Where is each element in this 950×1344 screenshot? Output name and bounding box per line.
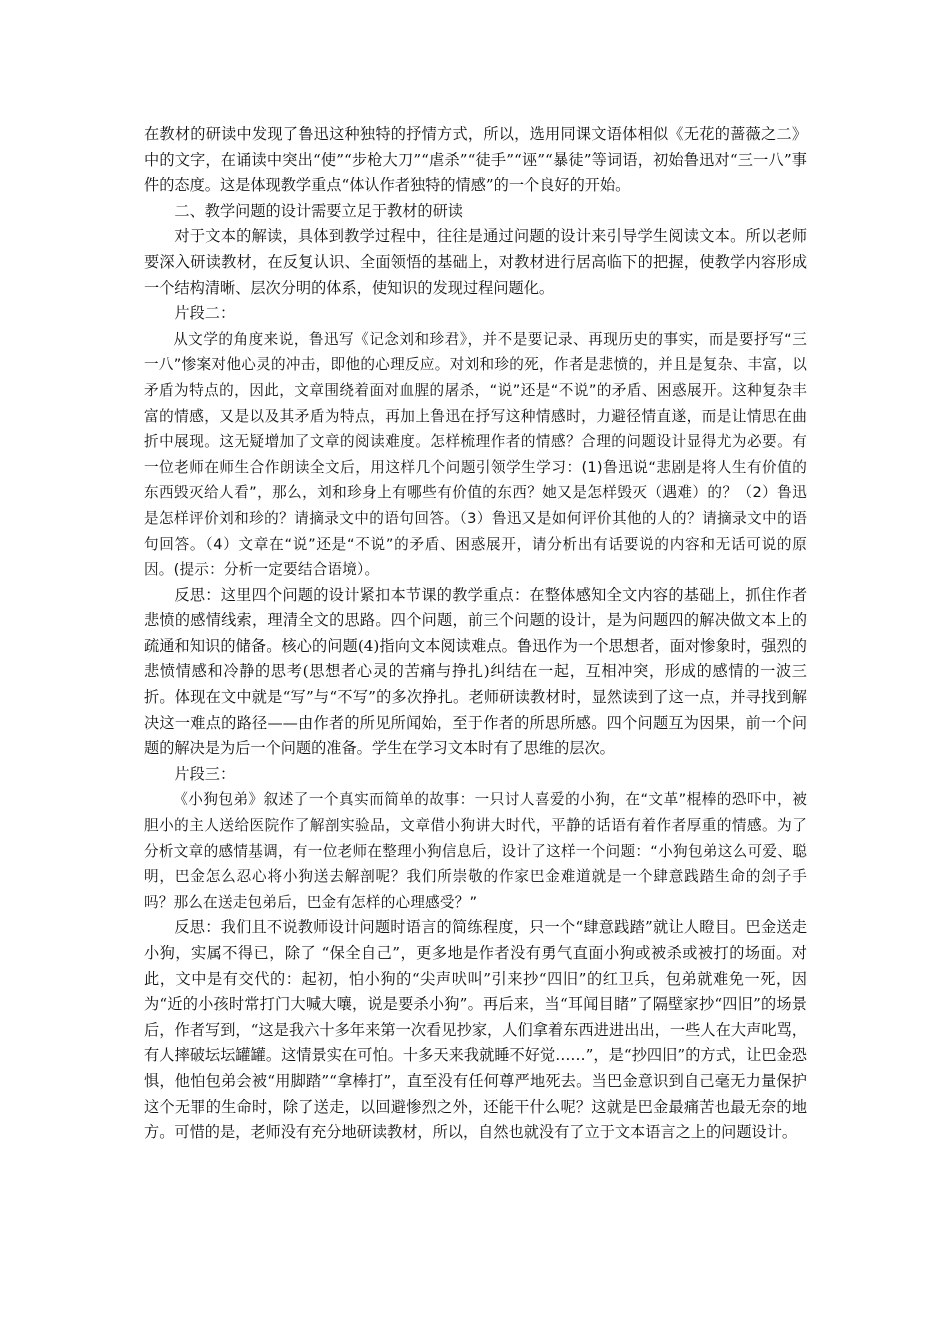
paragraph-intro: 在教材的研读中发现了鲁迅这种独特的抒情方式，所以，选用同课文语体相似《无花的蔷薇之二》中的文字，在诵读中突出“使”“步枪大刀”“虐杀”“徒手”“诬”“暴徒”等词语，初始鲁迅对“三一八”事件的态度。这是体现教学重点“体认作者独特的情感”的一个良好的开始。	[144, 125, 807, 195]
document-body	[144, 122, 807, 1146]
section-heading: 二、教学问题的设计需要立足于教材的研读	[174, 201, 463, 220]
excerpt-label-two: 片段二：	[174, 304, 236, 323]
reflection-two: 反思：这里四个问题的设计紧扣本节课的教学重点：在整体感知全文内容的基础上，抓住作者悲愤的感情线索，理清全文的思路。四个问题，前三个问题的设计，是为问题四的解决做文本上的疏通和知识的储备。核心的问题(4)指向文本阅读难点。鲁迅作为一个思想者，面对惨象时，强烈的悲愤情感和冷静的思考(思想者心灵的苦痛与挣扎)纠结在一起，互相冲突，形成的感情的一波三折。体现在文中就是“写”与“不写”的多次挣扎。老师研读教材时，显然读到了这一点，并寻找到解决这一难点的路径——由作者的所见所闻始，至于作者的所思所感。四个问题互为因果，前一个问题的解决是为后一个问题的准备。学生在学习文本时有了思维的层次。	[144, 585, 807, 758]
excerpt-three-text: 《小狗包弟》叙述了一个真实而简单的故事：一只讨人喜爱的小狗，在“文革”棍棒的恐吓中，被胆小的主人送给医院作了解剖实验品，文章借小狗讲大时代，平静的话语有着作者厚重的情感。为了分析文章的感情基调，有一位老师在整理小狗信息后，设计了这样一个问题：“小狗包弟这么可爱、聪明，巴金怎么忍心将小狗送去解剖呢？我们所崇敬的作家巴金难道就是一个肆意践踏生命的刽子手吗？那么在送走包弟后，巴金有怎样的心理感受？”	[144, 791, 807, 911]
excerpt-two-text: 从文学的角度来说，鲁迅写《记念刘和珍君》，并不是要记录、再现历史的事实，而是要抒写“三一八”惨案对他心灵的冲击，即他的心理反应。对刘和珍的死，作者是悲愤的，并且是复杂、丰富，以矛盾为特点的，因此，文章围绕着面对血腥的屠杀，“说”还是“不说”的矛盾、困惑展开。这种复杂丰富的情感，又是以及其矛盾为特点，再加上鲁迅在抒写这种情感时，力避径情直遂，而是让情思在曲折中展现。这无疑增加了文章的阅读难度。怎样梳理作者的情感？合理的问题设计显得尤为必要。有一位老师在师生合作朗读全文后，用这样几个问题引领学生学习：(1)鲁迅说“悲剧是将人生有价值的东西毁灭给人看”，那么，刘和珍身上有哪些有价值的东西？她又是怎样毁灭（遇难）的？（2）鲁迅是怎样评价刘和珍的？请摘录文中的语句回答。（3）鲁迅又是如何评价其他的人的？请摘录文中的语句回答。（4）文章在“说”还是“不说”的矛盾、困惑展开，请分析出有话要说的内容和无话可说的原因。(提示：分析一定要结合语境）。	[144, 330, 807, 579]
reflection-three: 反思：我们且不说教师设计问题时语言的简练程度，只一个“肆意践踏”就让人瞪目。巴金送走小狗，实属不得已，除了 “保全自己”，更多地是作者没有勇气直面小狗或被杀或被打的场面。对此，文中是有交代的：起初，怕小狗的“尖声吠叫”引来抄“四旧”的红卫兵，包弟就难免一死，因为“近的小孩时常打门大喊大嚷，说是要杀小狗”。再后来，当“耳闻目睹”了隔壁家抄“四旧”的场景后，作者写到，“这是我六十多年来第一次看见抄家，人们拿着东西进进出出，一些人在大声叱骂，有人摔破坛坛罐罐。这情景实在可怕。十多天来我就睡不好觉……”，是“抄四旧”的方式，让巴金恐惧，他怕包弟会被“用脚踏”“拿棒打”，直至没有任何尊严地死去。当巴金意识到自己毫无力量保护这个无罪的生命时，除了送走，以回避惨烈之外，还能干什么呢？这就是巴金最痛苦也最无奈的地方。可惜的是，老师没有充分地研读教材，所以，自然也就没有了立于文本语言之上的问题设计。	[144, 918, 807, 1142]
excerpt-label-three: 片段三：	[174, 764, 236, 783]
paragraph-body: 对于文本的解读，具体到教学过程中，往往是通过问题的设计来引导学生阅读文本。所以老师要深入研读教材，在反复认识、全面领悟的基础上，对教材进行居高临下的把握，使教学内容形成一个结构清晰、层次分明的体系，使知识的发现过程问题化。	[144, 227, 807, 297]
